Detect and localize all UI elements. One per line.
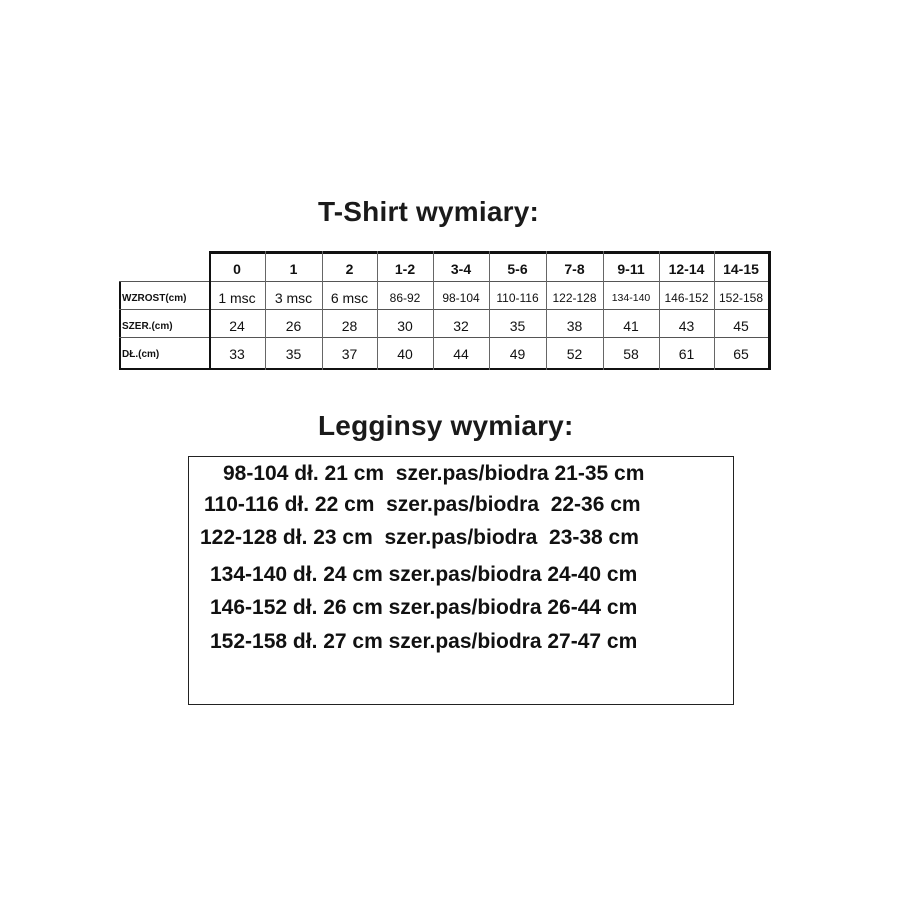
size-header: 1 [289,261,298,277]
table-cell: 30 [397,318,413,334]
table-cell: 26 [285,318,302,334]
table-cell: 35 [285,346,302,362]
tshirt-title: T-Shirt wymiary: [318,196,540,227]
size-header: 2 [345,261,354,277]
row-label: WZROST(cm) [122,292,187,304]
leggings-title: Legginsy wymiary: [318,410,574,441]
table-cell: 86-92 [389,291,421,305]
size-header: 7-8 [564,261,585,277]
leggings-size-line: 110-116 dł. 22 cm szer.pas/biodra 22-36 cm [204,493,641,516]
table-border-right [768,251,771,370]
size-header: 9-11 [617,261,645,277]
table-cell: 110-116 [496,291,539,305]
leggings-size-line: 146-152 dł. 26 cm szer.pas/biodra 26-44 cm [210,596,638,619]
table-cell: 32 [453,318,469,334]
table-cell: 3 msc [274,290,313,306]
table-cell: 24 [229,318,245,334]
table-cell: 1 msc [218,290,256,306]
tshirt-size-table [119,251,771,370]
size-header: 0 [233,261,241,277]
table-cell: 61 [678,346,695,362]
table-cell: 40 [397,346,413,362]
table-border-bottom [119,368,771,370]
size-header: 1-2 [394,261,416,277]
table-cell: 58 [623,346,639,362]
size-header: 14-15 [723,261,759,277]
table-cell: 6 msc [330,290,369,306]
row-label: SZER.(cm) [122,320,173,332]
table-cell: 38 [566,318,583,334]
leggings-size-line: 122-128 dł. 23 cm szer.pas/biodra 23-38 cm [200,526,639,549]
leggings-size-line: 98-104 dł. 21 cm szer.pas/biodra 21-35 cm [223,462,645,485]
table-cell: 146-152 [664,291,709,305]
table-cell: 37 [341,346,358,362]
table-cell: 43 [678,318,695,334]
size-header: 12-14 [668,261,705,277]
table-cell: 122-128 [552,291,597,305]
table-cell: 98-104 [442,291,480,305]
leggings-size-line: 134-140 dł. 24 cm szer.pas/biodra 24-40 cm [210,563,638,586]
table-cell: 35 [509,318,526,334]
table-cell: 45 [733,318,749,334]
row-label: DŁ.(cm) [122,348,160,360]
size-header: 5-6 [507,261,528,277]
size-header: 3-4 [450,261,472,277]
table-cell: 44 [453,346,469,362]
leggings-size-line: 152-158 dł. 27 cm szer.pas/biodra 27-47 cm [210,630,638,653]
table-cell: 52 [566,346,583,362]
table-cell: 33 [229,346,245,362]
table-cell: 49 [509,346,526,362]
table-cell: 152-158 [718,291,764,305]
table-cell: 65 [733,346,749,362]
table-cell: 134-140 [611,292,651,304]
table-cell: 28 [341,318,358,334]
table-cell: 41 [623,318,639,334]
